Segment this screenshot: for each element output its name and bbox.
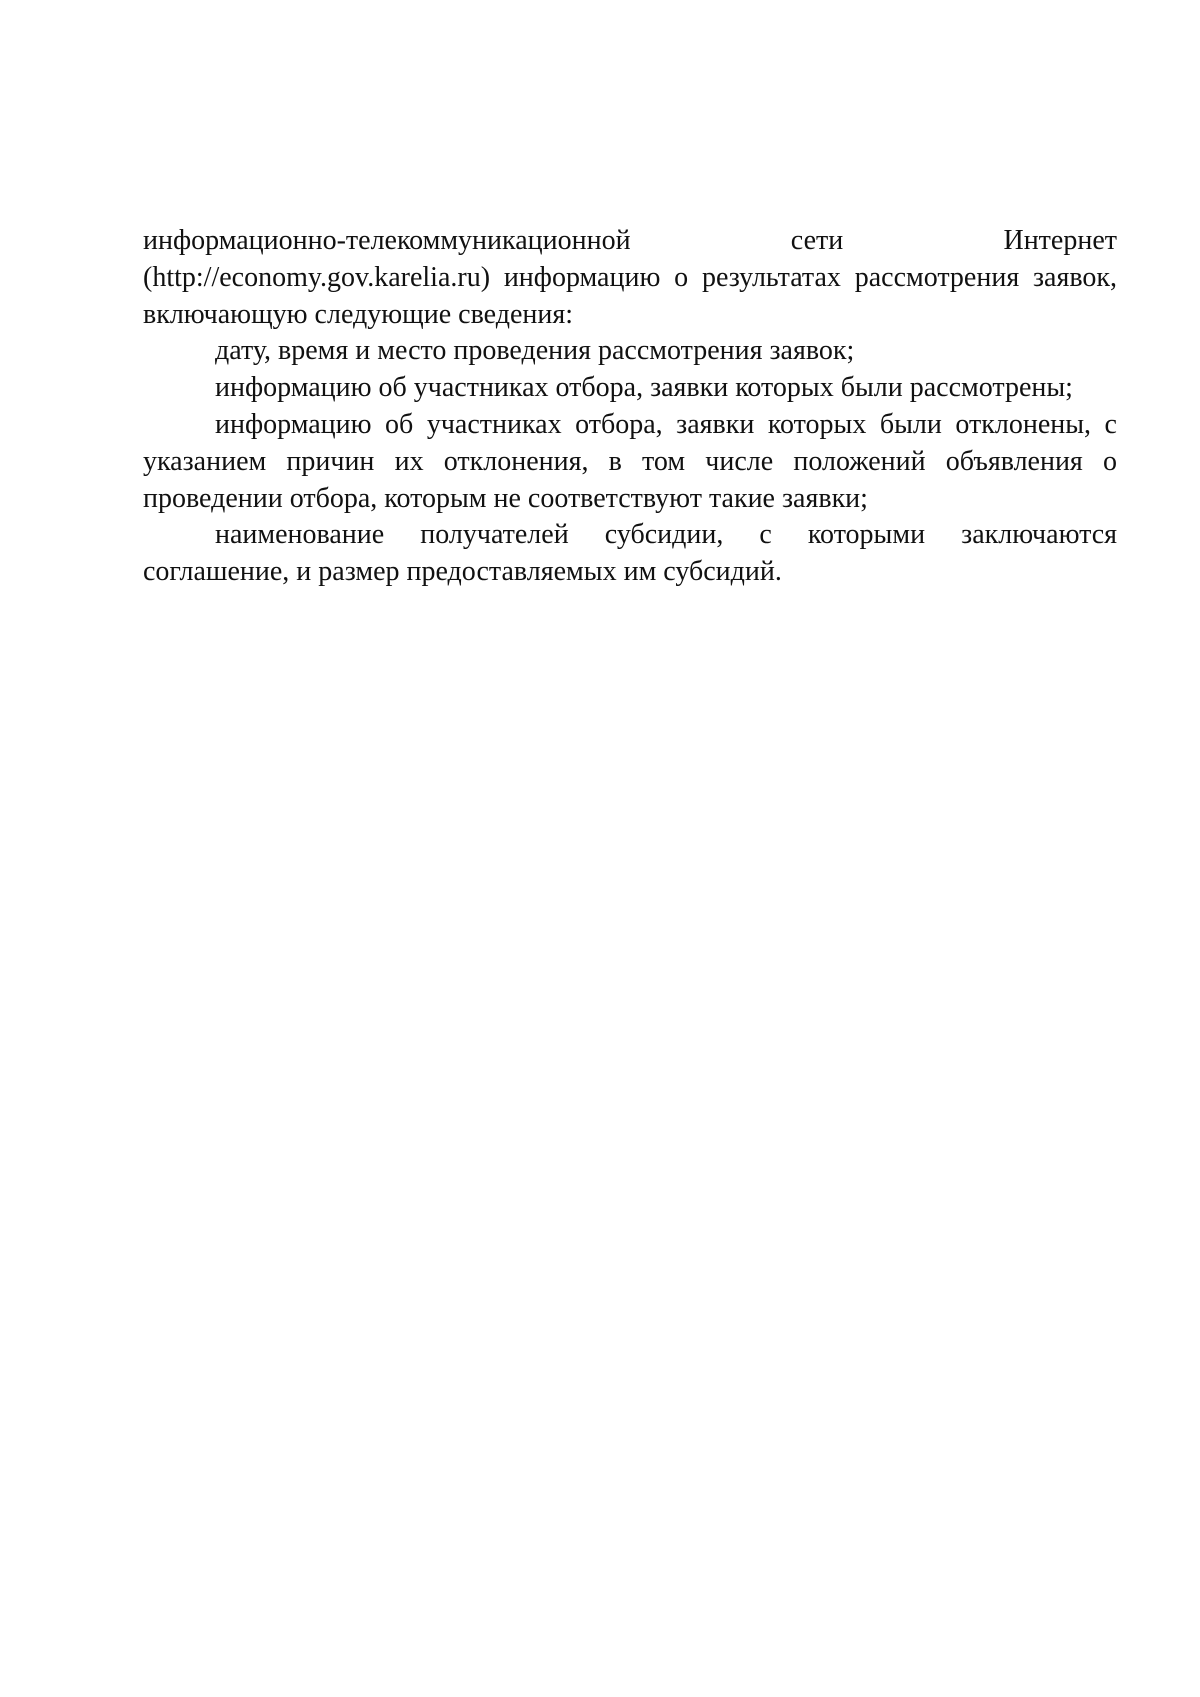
list-item-rejected-participants: информацию об участниках отбора, заявки которых были отклонены, с указанием причин их отклонения, в том числе положений объявления о проведении отбора, которым не соответствуют такие заявки; [143,408,1117,514]
list-item-reviewed-participants: информацию об участниках отбора, заявки которых были рассмотрены; [215,372,1073,404]
list-item-date-time-place: дату, время и место проведения рассмотрения заявок; [215,335,855,367]
document-body [143,223,1117,591]
list-item-subsidy-recipients: наименование получателей субсидии, с которыми заключаются соглашение, и размер предоставляемых им субсидий. [143,519,1117,588]
paragraph-continuation: информационно-телекоммуникационной сети Интернет (http://economy.gov.karelia.ru) информацию о результатах рассмотрения заявок, включающую следующие сведения: [143,225,1117,330]
